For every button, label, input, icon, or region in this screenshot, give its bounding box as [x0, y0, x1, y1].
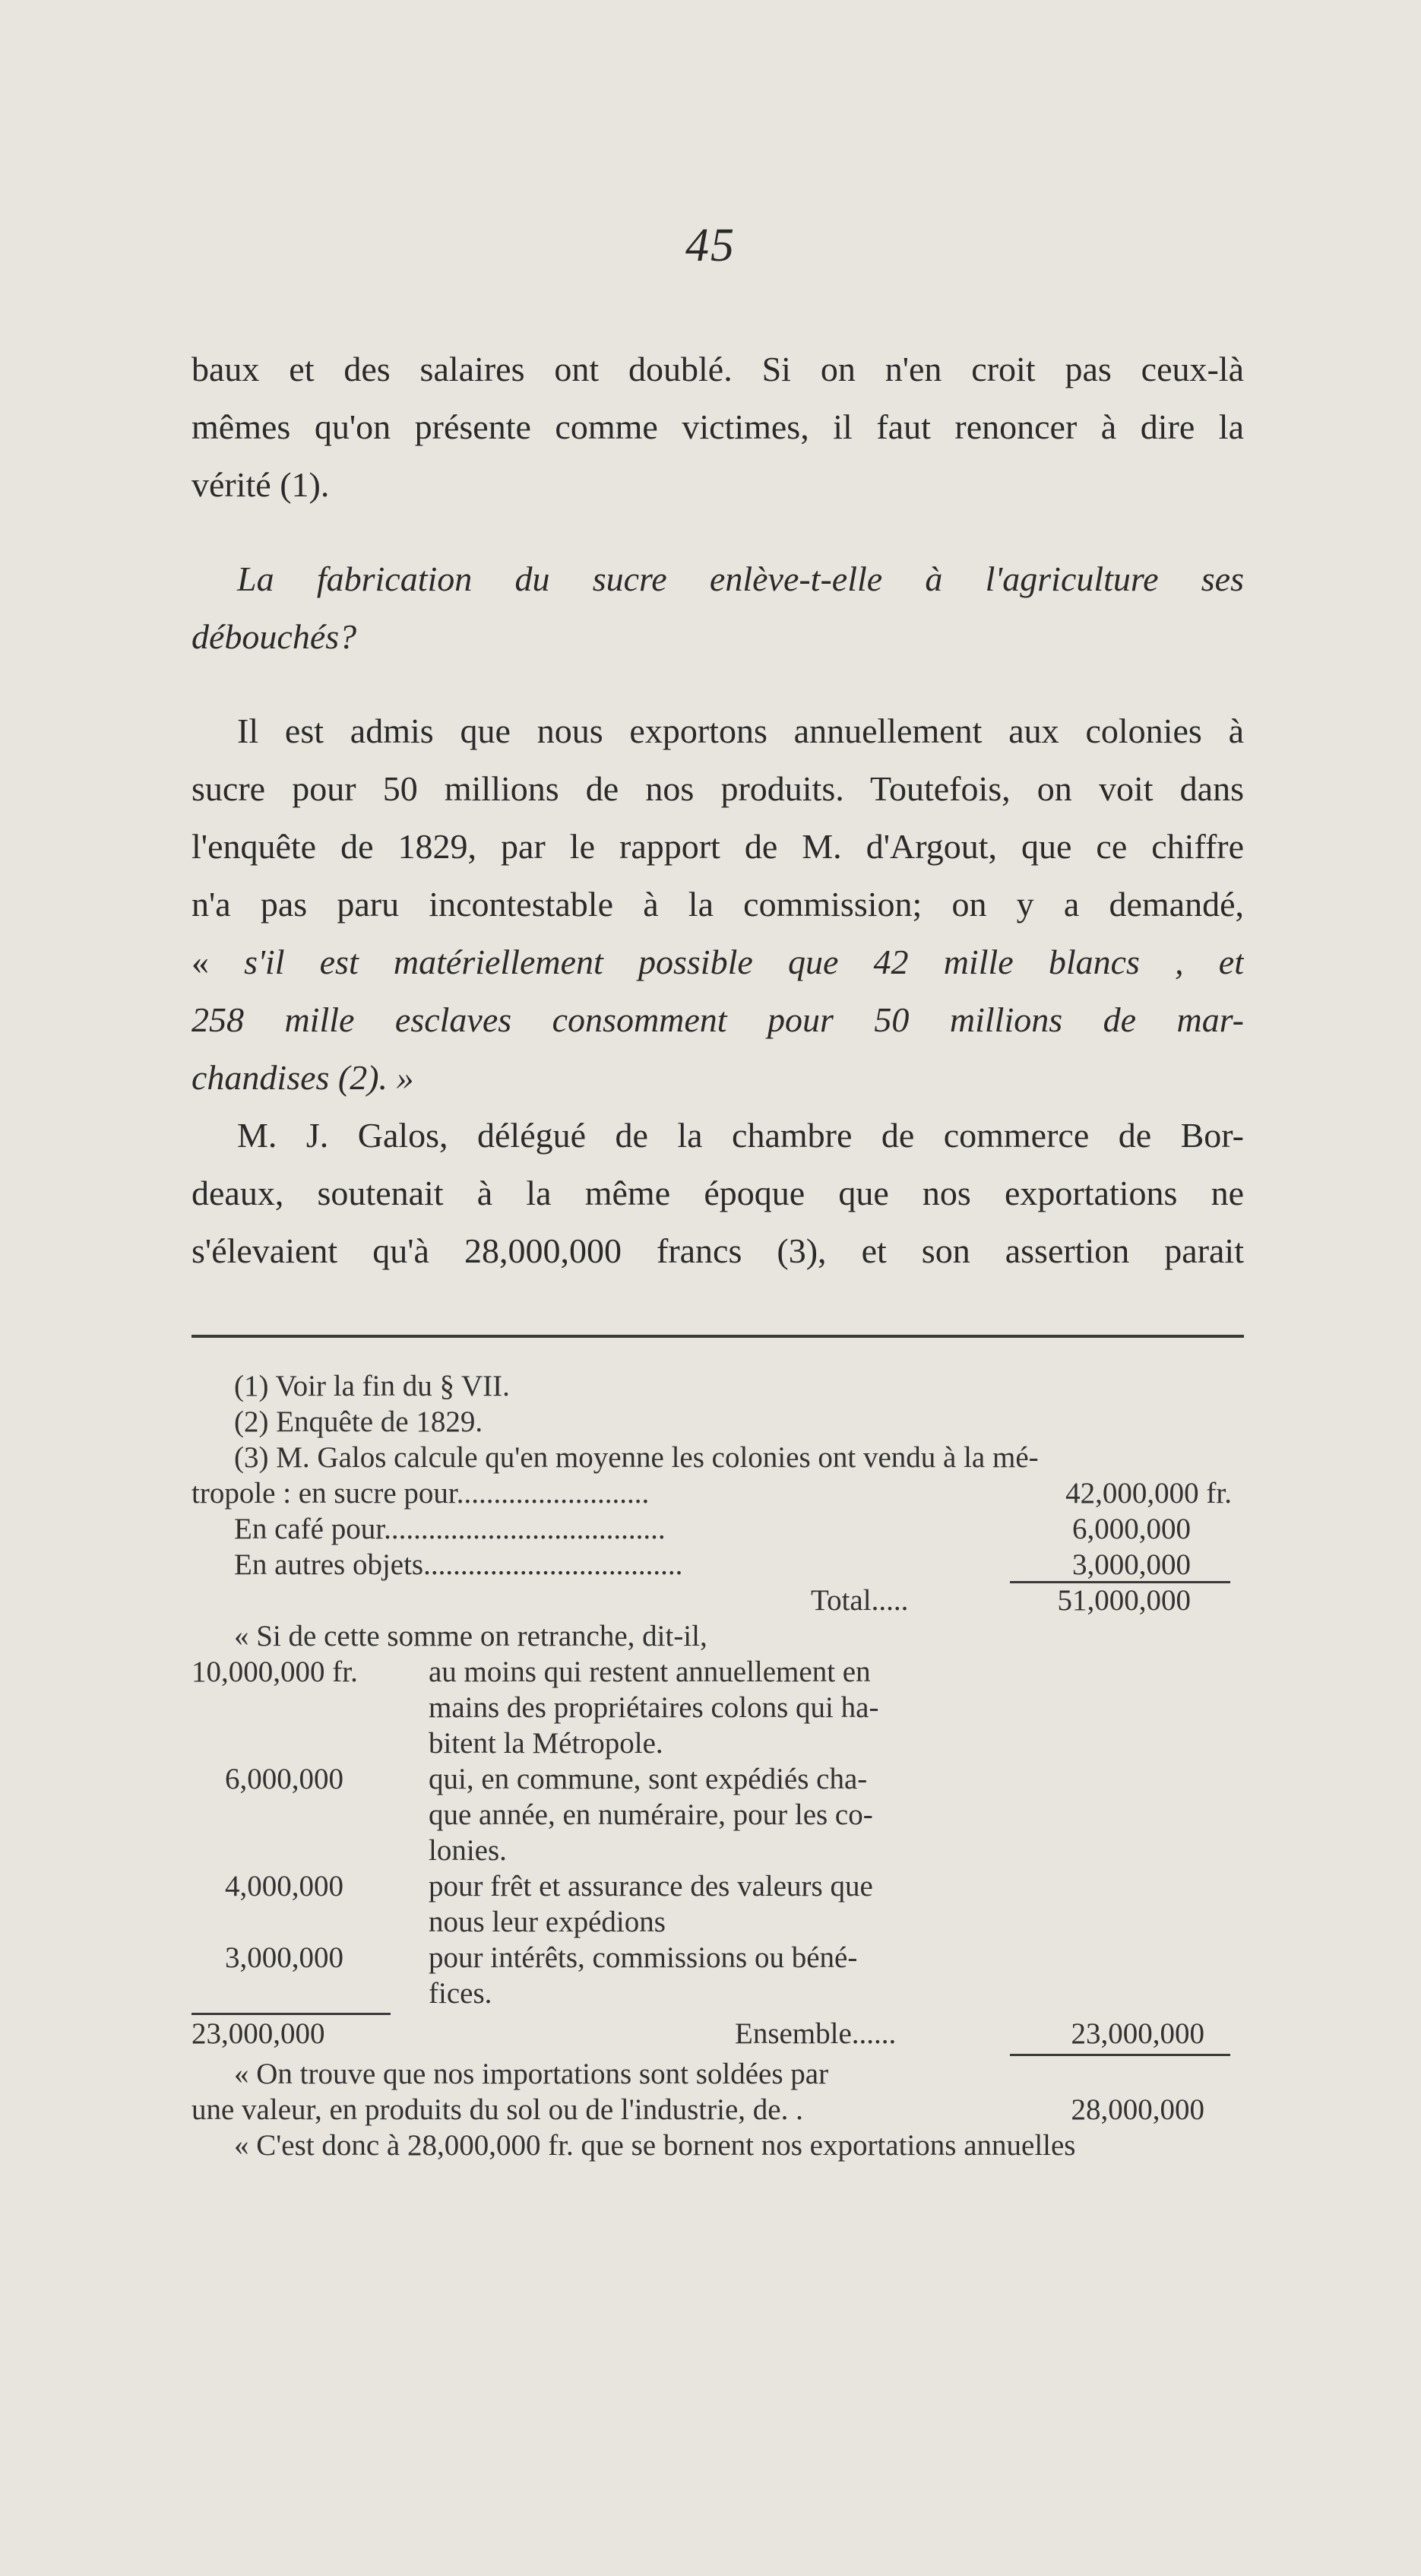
deduction-text: bitent la Métropole. [429, 1727, 663, 1760]
text-line: l'enquête de 1829, par le rapport de M. d'Argout, que ce chiffre [191, 827, 1244, 866]
footnote-divider [191, 1335, 1244, 1338]
section-heading: débouchés? [191, 617, 357, 656]
fn3-amount: 3,000,000 [1072, 1548, 1191, 1581]
fn3-amount: 6,000,000 [1072, 1513, 1191, 1545]
body-text [191, 341, 1244, 1280]
deduction-text: lonies. [429, 1834, 507, 1867]
deduction-amount: 3,000,000 [225, 1941, 343, 1974]
deduction-item [191, 1761, 1244, 1868]
deduction-amount: 6,000,000 [225, 1763, 343, 1795]
fn3-label: En café pour [234, 1513, 385, 1545]
sum-left: 23,000,000 [191, 2017, 325, 2050]
footnotes [191, 1368, 1244, 2163]
import-line: « On trouve que nos importations sont soldées par [234, 2058, 829, 2090]
text-line: mêmes qu'on présente comme victimes, il faut renoncer à dire la [191, 407, 1244, 446]
deduction-amount: 4,000,000 [225, 1870, 343, 1903]
deduction-item [191, 1868, 1244, 1940]
quote-line: 258 mille esclaves consomment pour 50 millions de mar- [191, 1000, 1244, 1039]
leader-dots: ................................... [423, 1548, 683, 1581]
text-line: M. J. Galos, délégué de la chambre de commerce de Bor- [237, 1116, 1244, 1155]
quote-mark: « [191, 943, 245, 981]
conclusion-line: « C'est donc à 28,000,000 fr. que se bornent nos exportations annuelles [234, 2129, 1076, 2162]
text-line: deaux, soutenait à la même époque que nos exportations ne [191, 1174, 1244, 1212]
import-line-2 [191, 2092, 1244, 2128]
footnote-1: (1) Voir la fin du § VII. [234, 1370, 510, 1402]
deductions-list [191, 1654, 1244, 2011]
deduction-item [191, 1654, 1244, 1761]
leader-dots: .......................... [456, 1477, 650, 1510]
deduction-text: mains des propriétaires colons qui ha- [429, 1691, 879, 1724]
footnote-2: (2) Enquête de 1829. [234, 1405, 483, 1438]
quote-line: chandises (2). » [191, 1058, 414, 1097]
section-heading: La fabrication du sucre enlève-t-elle à l'agriculture ses [237, 559, 1244, 598]
footnote-3-intro: (3) M. Galos calcule qu'en moyenne les colonies ont vendu à la mé- [234, 1441, 1039, 1474]
text-line: baux et des salaires ont doublé. Si on n'en croit pas ceux-là [191, 350, 1244, 388]
sum-rule-left [191, 2013, 391, 2015]
deduction-text: fices. [429, 1977, 492, 2010]
ensemble-row [191, 2016, 1244, 2052]
fn3-row-sugar [191, 1475, 1244, 1511]
quote-line [191, 933, 1244, 991]
import-amount: 28,000,000 [1071, 2093, 1204, 2126]
deduction-text: que année, en numéraire, pour les co- [429, 1798, 873, 1831]
fn3-amount: 42,000,000 fr. [1065, 1477, 1232, 1510]
text-line: n'a pas paru incontestable à la commission; on y a demandé, [191, 885, 1244, 924]
deduction-text: pour intérêts, commissions ou béné- [429, 1941, 858, 1974]
deduction-text: pour frêt et assurance des valeurs que [429, 1870, 873, 1903]
fn3-row-other [191, 1547, 1244, 1583]
text-line: vérité (1). [191, 465, 330, 504]
fn3-row-coffee [191, 1511, 1244, 1547]
fn3-total-row [191, 1583, 1244, 1618]
leader-dots: ...................................... [384, 1513, 666, 1545]
text-line: sucre pour 50 millions de nos produits. Toutefois, on voit dans [191, 769, 1244, 808]
deduct-intro: « Si de cette somme on retranche, dit-il, [234, 1620, 707, 1652]
total-amount: 51,000,000 [1057, 1584, 1191, 1617]
fn3-label: tropole : en sucre pour [191, 1477, 457, 1510]
text-line: Il est admis que nous exportons annuellement aux colonies à [237, 711, 1244, 750]
deduction-text: qui, en commune, sont expédiés cha- [429, 1763, 868, 1795]
deduction-text: au moins qui restent annuellement en [429, 1656, 871, 1688]
sum-label: Ensemble...... [735, 2017, 897, 2050]
deduction-text: nous leur expédions [429, 1906, 666, 1938]
deduction-amount: 10,000,000 fr. [191, 1656, 358, 1688]
page-number: 45 [685, 220, 736, 271]
fn3-label: En autres objets [234, 1548, 424, 1581]
import-text: une valeur, en produits du sol ou de l'industrie, de. . [191, 2093, 803, 2126]
quote-text: s'il est matériellement possible que 42 mille blancs , et [244, 943, 1244, 981]
total-label: Total..... [811, 1584, 909, 1617]
deduction-item [191, 1940, 1244, 2011]
text-line: s'élevaient qu'à 28,000,000 francs (3), et son assertion parait [191, 1231, 1244, 1270]
sum-right: 23,000,000 [1071, 2017, 1204, 2050]
